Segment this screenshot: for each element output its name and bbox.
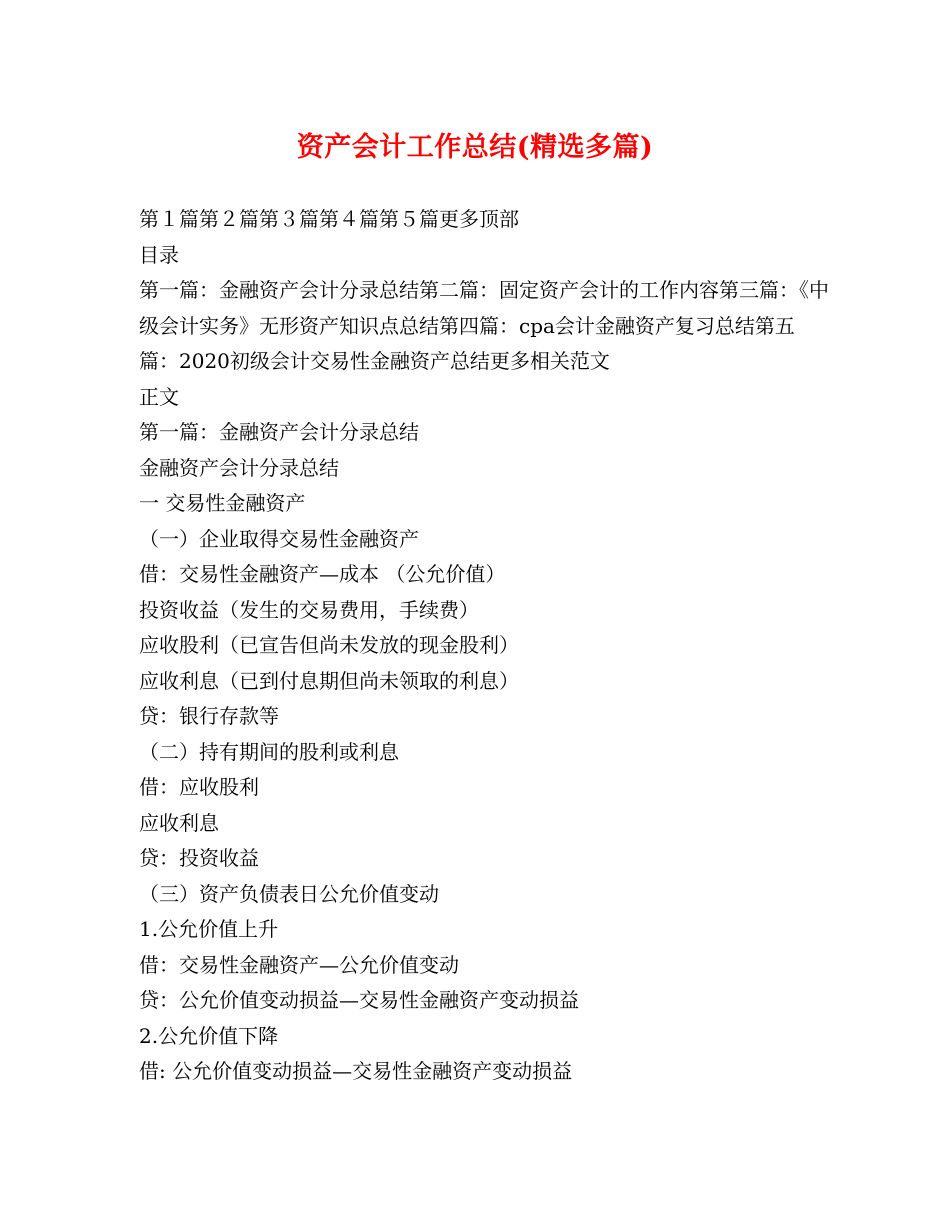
- text-line: 借: 公允价值变动损益—交易性金融资产变动损益: [139, 1059, 573, 1083]
- text-line: 借：交易性金融资产—成本 （公允价值）: [139, 562, 506, 586]
- text-line: 借：应收股利: [139, 775, 259, 799]
- text-line: 贷：银行存款等: [139, 704, 279, 728]
- text-line: 第一篇：金融资产会计分录总结: [139, 420, 419, 444]
- text-line: 应收利息（已到付息期但尚未领取的利息）: [139, 668, 519, 693]
- body-heading: 正文: [139, 384, 179, 409]
- text-line: （一）企业取得交易性金融资产: [139, 526, 419, 551]
- text-line: （三）资产负债表日公允价值变动: [139, 881, 439, 906]
- text-line: 贷：公允价值变动损益—交易性金融资产变动损益: [139, 988, 579, 1012]
- section-nav-line: 第１篇第２篇第３篇第４篇第５篇更多顶部: [139, 207, 519, 231]
- document-title: 资产会计工作总结(精选多篇): [296, 132, 654, 163]
- text-line: 贷：投资收益: [139, 846, 259, 870]
- text-line: 投资收益（发生的交易费用，手续费）: [139, 597, 479, 622]
- text-line: 应收股利（已宣告但尚未发放的现金股利）: [139, 633, 519, 657]
- text-line: （二）持有期间的股利或利息: [139, 739, 399, 764]
- text-line: 应收利息: [139, 810, 219, 835]
- text-line: 借：交易性金融资产—公允价值变动: [139, 952, 459, 977]
- text-line: 金融资产会计分录总结: [139, 455, 339, 480]
- text-line: 一 交易性金融资产: [139, 491, 306, 515]
- text-line: 1.公允价值上升: [139, 917, 279, 941]
- toc-heading: 目录: [139, 242, 179, 267]
- document-body: [139, 202, 829, 1090]
- text-line: 2.公允价值下降: [139, 1023, 279, 1048]
- toc-paragraph: 第一篇：金融资产会计分录总结第二篇：固定资产会计的工作内容第三篇：《中级会计实务》无形资产知识点总结第四篇：cpa会计金融资产复习总结第五篇：2020初级会计交易性金融资产总结更多相关范文: [139, 278, 829, 373]
